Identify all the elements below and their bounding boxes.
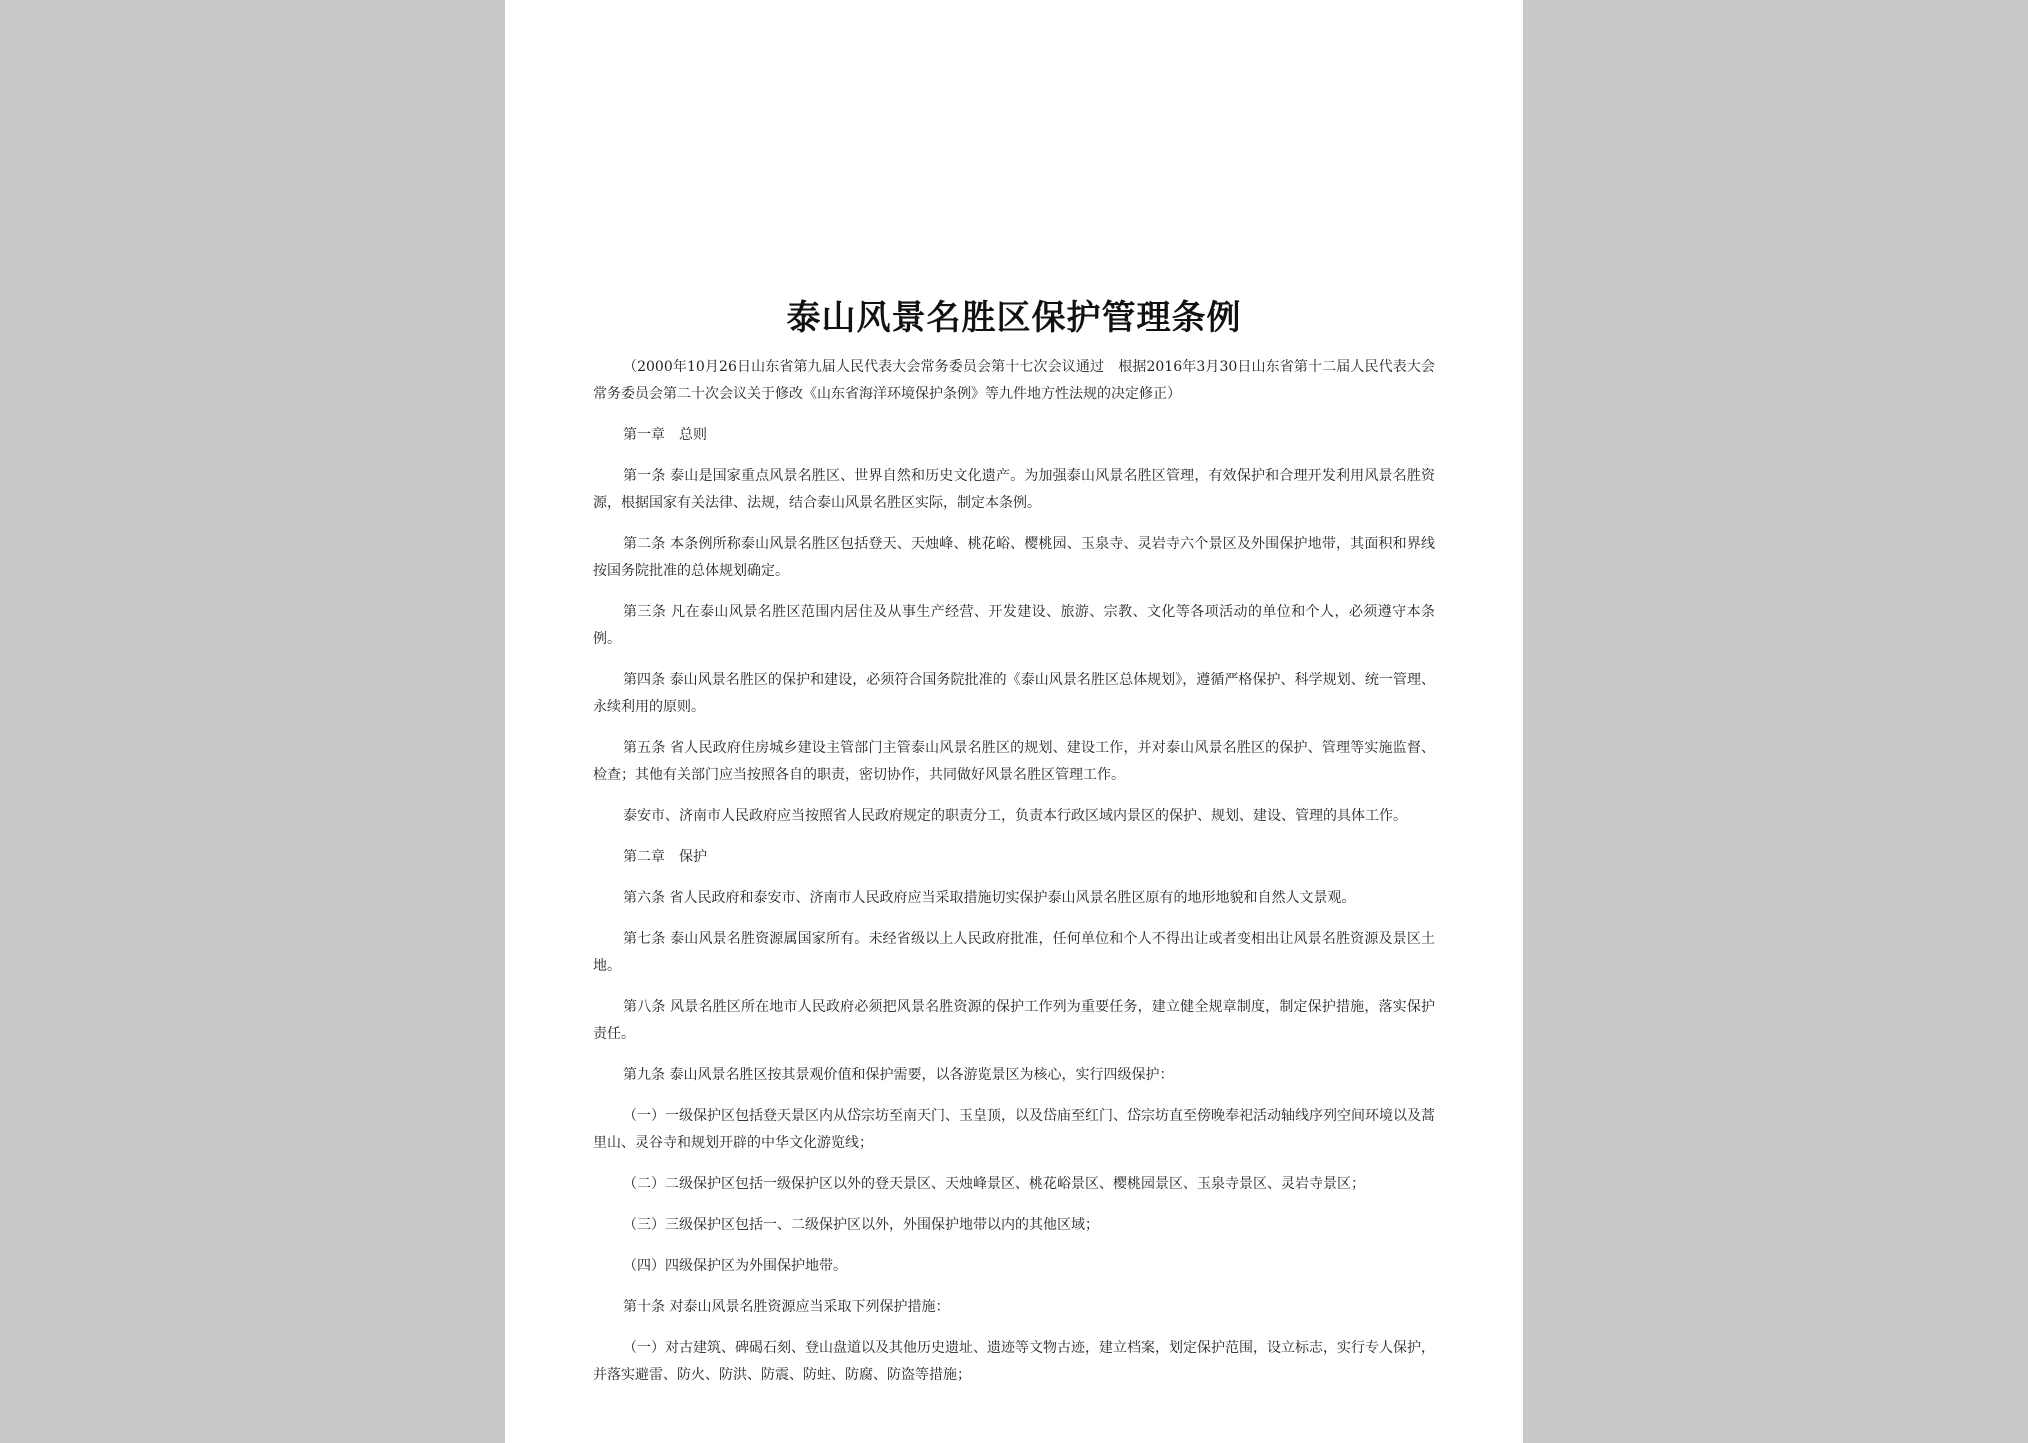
article-paragraph: 第十条 对泰山风景名胜资源应当采取下列保护措施： [623,1299,950,1315]
article-paragraph: 第六条 省人民政府和泰安市、济南市人民政府应当采取措施切实保护泰山风景名胜区原有的地形地貌和自然人文景观。 [623,890,1356,906]
list-item: （三）三级保护区包括一、二级保护区以外，外围保护地带以内的其他区域； [623,1217,1099,1233]
article-paragraph: 第三条 凡在泰山风景名胜区范围内居住及从事生产经营、开发建设、旅游、宗教、文化等各项活动的单位和个人，必须遵守本条例。 [593,604,1435,647]
article-paragraph: 第八条 风景名胜区所在地市人民政府必须把风景名胜资源的保护工作列为重要任务，建立健全规章制度，制定保护措施，落实保护责任。 [593,999,1435,1042]
document-page [505,0,1523,1443]
chapter-heading: 第二章 保护 [623,849,707,865]
list-item: （二）二级保护区包括一级保护区以外的登天景区、天烛峰景区、桃花峪景区、樱桃园景区、玉泉寺景区、灵岩寺景区； [623,1176,1365,1192]
article-paragraph: 泰安市、济南市人民政府应当按照省人民政府规定的职责分工，负责本行政区域内景区的保护、规划、建设、管理的具体工作。 [623,808,1407,824]
list-item: （四）四级保护区为外围保护地带。 [623,1258,847,1274]
list-item: （一）一级保护区包括登天景区内从岱宗坊至南天门、玉皇顶，以及岱庙至红门、岱宗坊直至傍晚奉祀活动轴线序列空间环境以及蒿里山、灵谷寺和规划开辟的中华文化游览线； [593,1108,1435,1151]
document-body [593,354,1435,1403]
amendment-note: （2000年10月26日山东省第九届人民代表大会常务委员会第十七次会议通过 根据2016年3月30日山东省第十二届人民代表大会常务委员会第二十次会议关于修改《山东省海洋环境保护条例》等九件地方性法规的决定修正） [593,359,1435,402]
chapter-heading: 第一章 总则 [623,427,707,443]
article-paragraph: 第一条 泰山是国家重点风景名胜区、世界自然和历史文化遗产。为加强泰山风景名胜区管理，有效保护和合理开发利用风景名胜资源，根据国家有关法律、法规，结合泰山风景名胜区实际，制定本条例。 [593,468,1435,511]
article-paragraph: 第五条 省人民政府住房城乡建设主管部门主管泰山风景名胜区的规划、建设工作，并对泰山风景名胜区的保护、管理等实施监督、检查；其他有关部门应当按照各自的职责，密切协作，共同做好风景名胜区管理工作。 [593,740,1435,783]
article-paragraph: 第二条 本条例所称泰山风景名胜区包括登天、天烛峰、桃花峪、樱桃园、玉泉寺、灵岩寺六个景区及外围保护地带，其面积和界线按国务院批准的总体规划确定。 [593,536,1435,579]
document-title: 泰山风景名胜区保护管理条例 [786,298,1242,338]
article-paragraph: 第九条 泰山风景名胜区按其景观价值和保护需要，以各游览景区为核心，实行四级保护： [623,1067,1174,1083]
article-paragraph: 第四条 泰山风景名胜区的保护和建设，必须符合国务院批准的《泰山风景名胜区总体规划》，遵循严格保护、科学规划、统一管理、永续利用的原则。 [593,672,1435,715]
article-paragraph: 第七条 泰山风景名胜资源属国家所有。未经省级以上人民政府批准，任何单位和个人不得出让或者变相出让风景名胜资源及景区土地。 [593,931,1435,974]
list-item: （一）对古建筑、碑碣石刻、登山盘道以及其他历史遗址、遗迹等文物古迹，建立档案，划定保护范围，设立标志，实行专人保护，并落实避雷、防火、防洪、防震、防蛀、防腐、防盗等措施； [593,1340,1435,1383]
